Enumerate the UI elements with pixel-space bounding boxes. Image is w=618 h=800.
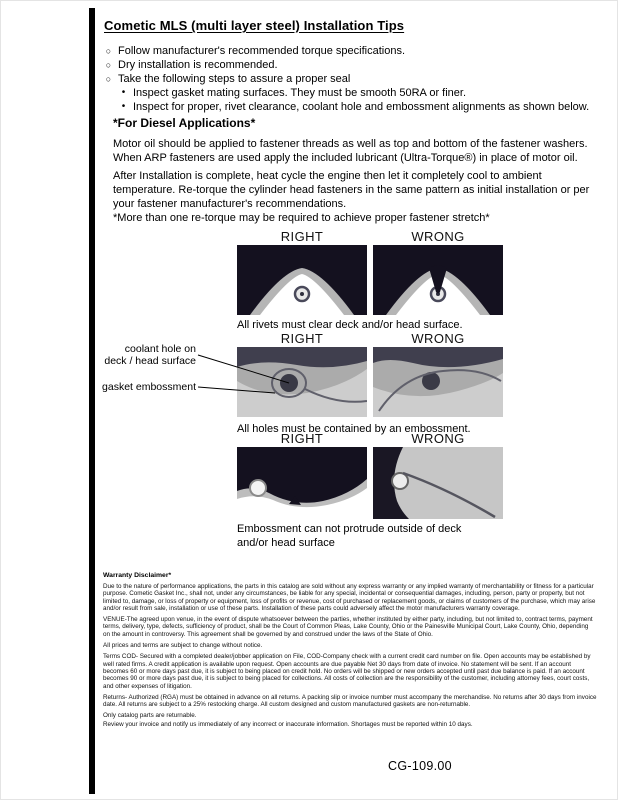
disc-bullet-icon: • bbox=[121, 87, 126, 98]
disc-bullet-icon: • bbox=[121, 101, 126, 112]
diagram-caption-holes: All holes must be contained by an embossment. bbox=[237, 423, 471, 435]
left-border-bar bbox=[89, 8, 95, 794]
diagram-row-rivets bbox=[237, 229, 507, 339]
tip-item bbox=[104, 58, 609, 72]
tip-text: Dry installation is recommended. bbox=[118, 59, 278, 71]
diagram-caption-rivets: All rivets must clear deck and/or head surface. bbox=[237, 319, 463, 331]
circle-bullet-icon: ○ bbox=[105, 60, 112, 70]
embossment-wrong-diagram bbox=[373, 447, 503, 519]
tip-text: Follow manufacturer's recommended torque specifications. bbox=[118, 45, 406, 57]
circle-bullet-icon: ○ bbox=[105, 46, 112, 56]
callout-gasket-embossment: gasket embossment bbox=[102, 381, 196, 393]
embossment-right-diagram bbox=[237, 447, 367, 519]
tip-text: Take the following steps to assure a proper seal bbox=[118, 73, 351, 85]
warranty-paragraph: VENUE-The agreed upon venue, in the event of dispute whatsoever between the parties, whether instituted by either party, including, but not limited to, contract terms, payment terms, delivery, type, defects, sufficiency of product, shall be the Court of Common Pleas, Lake County, Ohio or the Painesville Municipal Court, Lake County, Ohio, depending on the amount in controversy. This agreement shall be governed by and construed under the laws of the State of Ohio. bbox=[103, 616, 593, 638]
circle-bullet-icon: ○ bbox=[105, 74, 112, 84]
warranty-disclaimer bbox=[103, 572, 597, 732]
tip-sub-text: Inspect gasket mating surfaces. They must be smooth 50RA or finer. bbox=[133, 87, 467, 99]
right-label: RIGHT bbox=[280, 431, 324, 446]
callout-coolant-hole: coolant hole on deck / head surface bbox=[104, 343, 196, 367]
diagram-row-embossment bbox=[237, 431, 507, 555]
hole-embossment-wrong-diagram bbox=[373, 347, 503, 417]
warranty-heading: Warranty Disclaimer* bbox=[103, 572, 172, 579]
wrong-label: WRONG bbox=[411, 431, 465, 446]
tip-sub-text: Inspect for proper, rivet clearance, coolant hole and embossment alignments as shown below. bbox=[133, 101, 590, 113]
hole-embossment-right-diagram bbox=[237, 347, 367, 417]
tip-item bbox=[104, 44, 609, 58]
diesel-paragraph-oil: Motor oil should be applied to fastener threads as well as top and bottom of the fastener washers. When ARP fasteners are used apply the included lubricant (Ultra-Torque®) in place of motor oil. bbox=[113, 138, 588, 164]
warranty-paragraph: Terms COD- Secured with a completed dealer/jobber application on File, COD-Company check with a current credit card number on file. Open accounts may be established by well rated firms. A credit application is available upon request. Open accounts are due payable Net 30 days from date of invoice. No statement will be sent. If an account becomes 60 or more days past due, it is subject to being placed on credit hold. No orders will be shipped or new orders accepted until past due balance is paid. If an account becomes 90 or more days past due, it is subject to being placed for collections. All costs of collection are the responsibility of the customer, including attorney fees, court costs, and other expenses of litigation. bbox=[103, 653, 591, 690]
retorque-note: *More than one re-torque may be required to achieve proper fastener stretch* bbox=[113, 212, 490, 224]
right-label: RIGHT bbox=[280, 331, 324, 346]
diagram-row-holes bbox=[100, 331, 512, 443]
warranty-paragraph: Only catalog parts are returnable. bbox=[103, 712, 197, 720]
warranty-paragraph: Due to the nature of performance applications, the parts in this catalog are sold without any express warranty or any implied warranty of merchantability or fitness for a particular purpose. Cometic Gasket Inc., shall not, under any circumstances, be liable for any special, incidental or consequential damages, including, person, party or property, but not limited to, damage, or loss of property or equipment, loss of profits or revenue, cost of purchased or replacement goods, or claims of customers of the purchase, which may arise and/or result from sale, installation or use of these parts. Installation of these parts could adversely affect the motor manufacturers warranty coverage. bbox=[103, 583, 596, 612]
tip-sub-item bbox=[119, 100, 609, 114]
wrong-label: WRONG bbox=[411, 331, 465, 346]
wrong-label: WRONG bbox=[411, 229, 465, 244]
right-label: RIGHT bbox=[280, 229, 324, 244]
diesel-paragraph-heat-cycle: After Installation is complete, heat cycle the engine then let it completely cool to ambient temperature. Re-torque the cylinder head fasteners in the same pattern as initial installation or per your fastener manufacturer's recommendations. bbox=[113, 170, 590, 210]
page-title: Cometic MLS (multi layer steel) Installation Tips bbox=[104, 18, 405, 33]
diagram-caption-embossment: Embossment can not protrude outside of deck and/or head surface bbox=[237, 523, 462, 549]
installation-tips-list bbox=[104, 44, 609, 114]
footer-part-number: CG-109.00 bbox=[388, 759, 452, 773]
warranty-paragraph: Returns- Authorized (RGA) must be obtained in advance on all returns. A packing slip or invoice number must accompany the merchandise. No returns after 30 days from invoice date. All returns are subject to a 25% restocking charge. All custom designed and custom manufactured gaskets are non-returnable. bbox=[103, 693, 597, 709]
warranty-paragraph: Review your invoice and notify us immediately of any incorrect or inaccurate information. Shortages must be reported within 10 days. bbox=[103, 720, 473, 728]
tip-sub-item bbox=[119, 86, 609, 100]
tip-item bbox=[104, 72, 609, 86]
warranty-paragraph: All prices and terms are subject to change without notice. bbox=[103, 642, 263, 650]
rivet-clearance-right-diagram bbox=[237, 245, 367, 315]
rivet-clearance-wrong-diagram bbox=[373, 245, 503, 315]
diesel-applications-heading: *For Diesel Applications* bbox=[113, 116, 256, 130]
